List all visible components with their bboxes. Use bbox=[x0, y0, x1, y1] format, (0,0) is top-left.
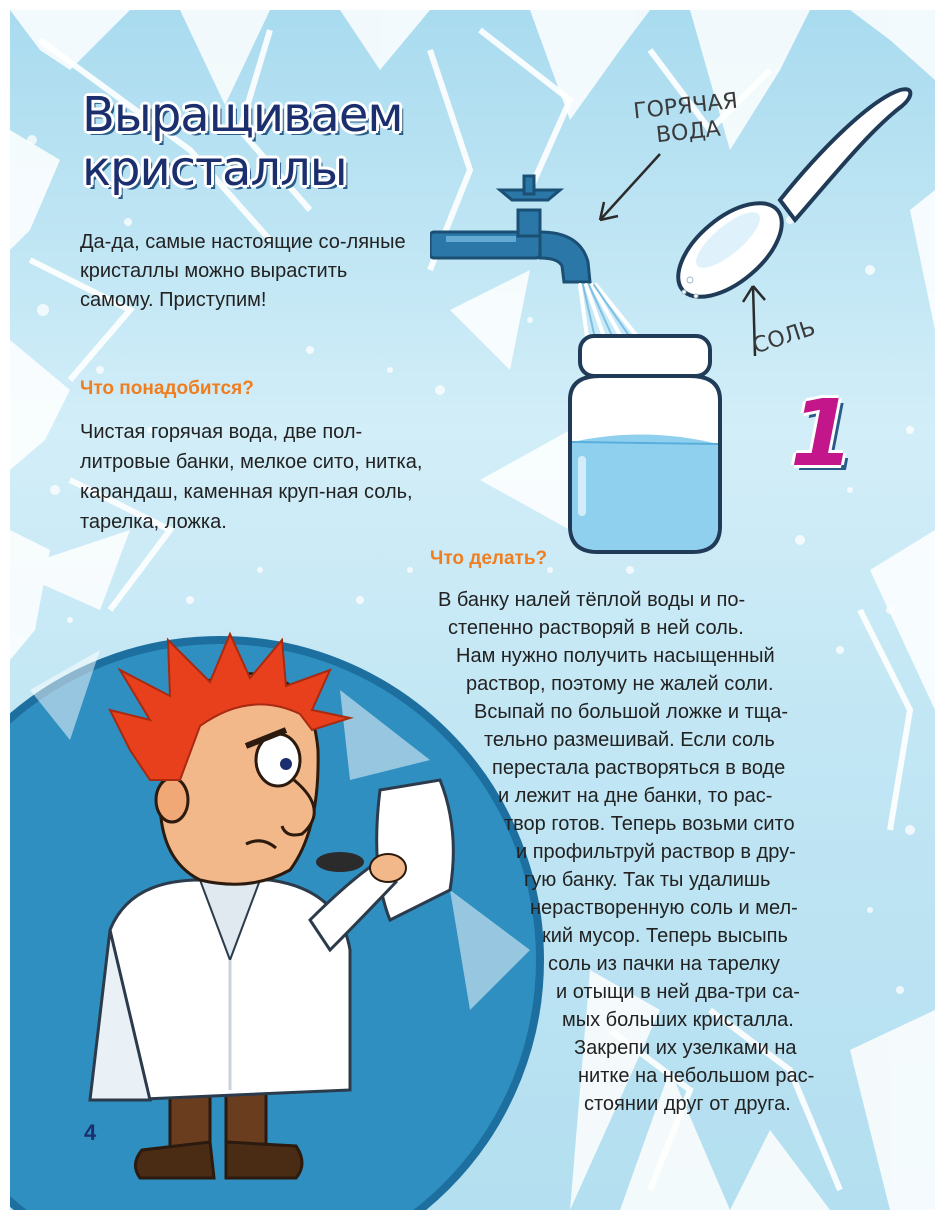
steps-heading: Что делать? bbox=[430, 548, 548, 569]
step-text-line: степенно растворяй в ней соль. bbox=[448, 617, 744, 639]
step-text-line: Нам нужно получить насыщенный bbox=[456, 645, 775, 667]
step-text-line: В банку налей тёплой воды и по- bbox=[438, 589, 746, 611]
arrow-to-water-icon bbox=[590, 150, 670, 230]
step-text-line: раствор, поэтому не жалей соли. bbox=[466, 673, 774, 695]
salt-label: СОЛЬ bbox=[749, 315, 819, 360]
step-text-line: тельно размешивай. Если соль bbox=[484, 729, 775, 751]
intro-paragraph: Да-да, самые настоящие со-ляные кристаллы можно вырастить самому. Приступим! bbox=[80, 231, 406, 311]
step-text-line: мых больших кристалла. bbox=[562, 1009, 794, 1031]
needs-paragraph: Чистая горячая вода, две пол-литровые банки, мелкое сито, нитка, карандаш, каменная круп-ная соль, тарелка, ложка. bbox=[80, 421, 423, 533]
jar-icon bbox=[550, 330, 740, 560]
step-text-line: стоянии друг от друга. bbox=[584, 1093, 791, 1115]
title-line-2: кристаллы bbox=[82, 141, 347, 197]
step-text-line: перестала растворяться в воде bbox=[492, 757, 786, 779]
page-number: 4 bbox=[84, 1120, 97, 1145]
step-text-line: и профильтруй раствор в дру- bbox=[516, 841, 796, 863]
hot-water-label-line-1: ГОРЯЧАЯ bbox=[632, 88, 739, 125]
step-text-line: Закрепи их узелками на bbox=[574, 1037, 797, 1059]
page-title bbox=[82, 88, 403, 196]
step-text-line: соль из пачки на тарелку bbox=[548, 953, 780, 975]
step-text-line: нитке на небольшом рас- bbox=[578, 1065, 815, 1087]
step-text-line: Всыпай по большой ложке и тща- bbox=[474, 701, 788, 723]
step-text-line: твор готов. Теперь возьми сито bbox=[504, 813, 795, 835]
step-text-line: кий мусор. Теперь высыпь bbox=[542, 925, 788, 947]
step-text-line: и отыщи в ней два-три са- bbox=[556, 981, 800, 1003]
scientist-illustration bbox=[50, 630, 470, 1190]
hot-water-label-line-2: ВОДА bbox=[654, 116, 722, 149]
step-text-line: и лежит на дне банки, то рас- bbox=[498, 785, 773, 807]
title-line-1: Выращиваем bbox=[82, 87, 403, 143]
step-text-line: гую банку. Так ты удалишь bbox=[524, 869, 771, 891]
needs-heading: Что понадобится? bbox=[80, 378, 254, 399]
step-number: 1 bbox=[790, 380, 855, 487]
step-text-line: нерастворенную соль и мел- bbox=[530, 897, 798, 919]
book-page bbox=[10, 10, 935, 1210]
